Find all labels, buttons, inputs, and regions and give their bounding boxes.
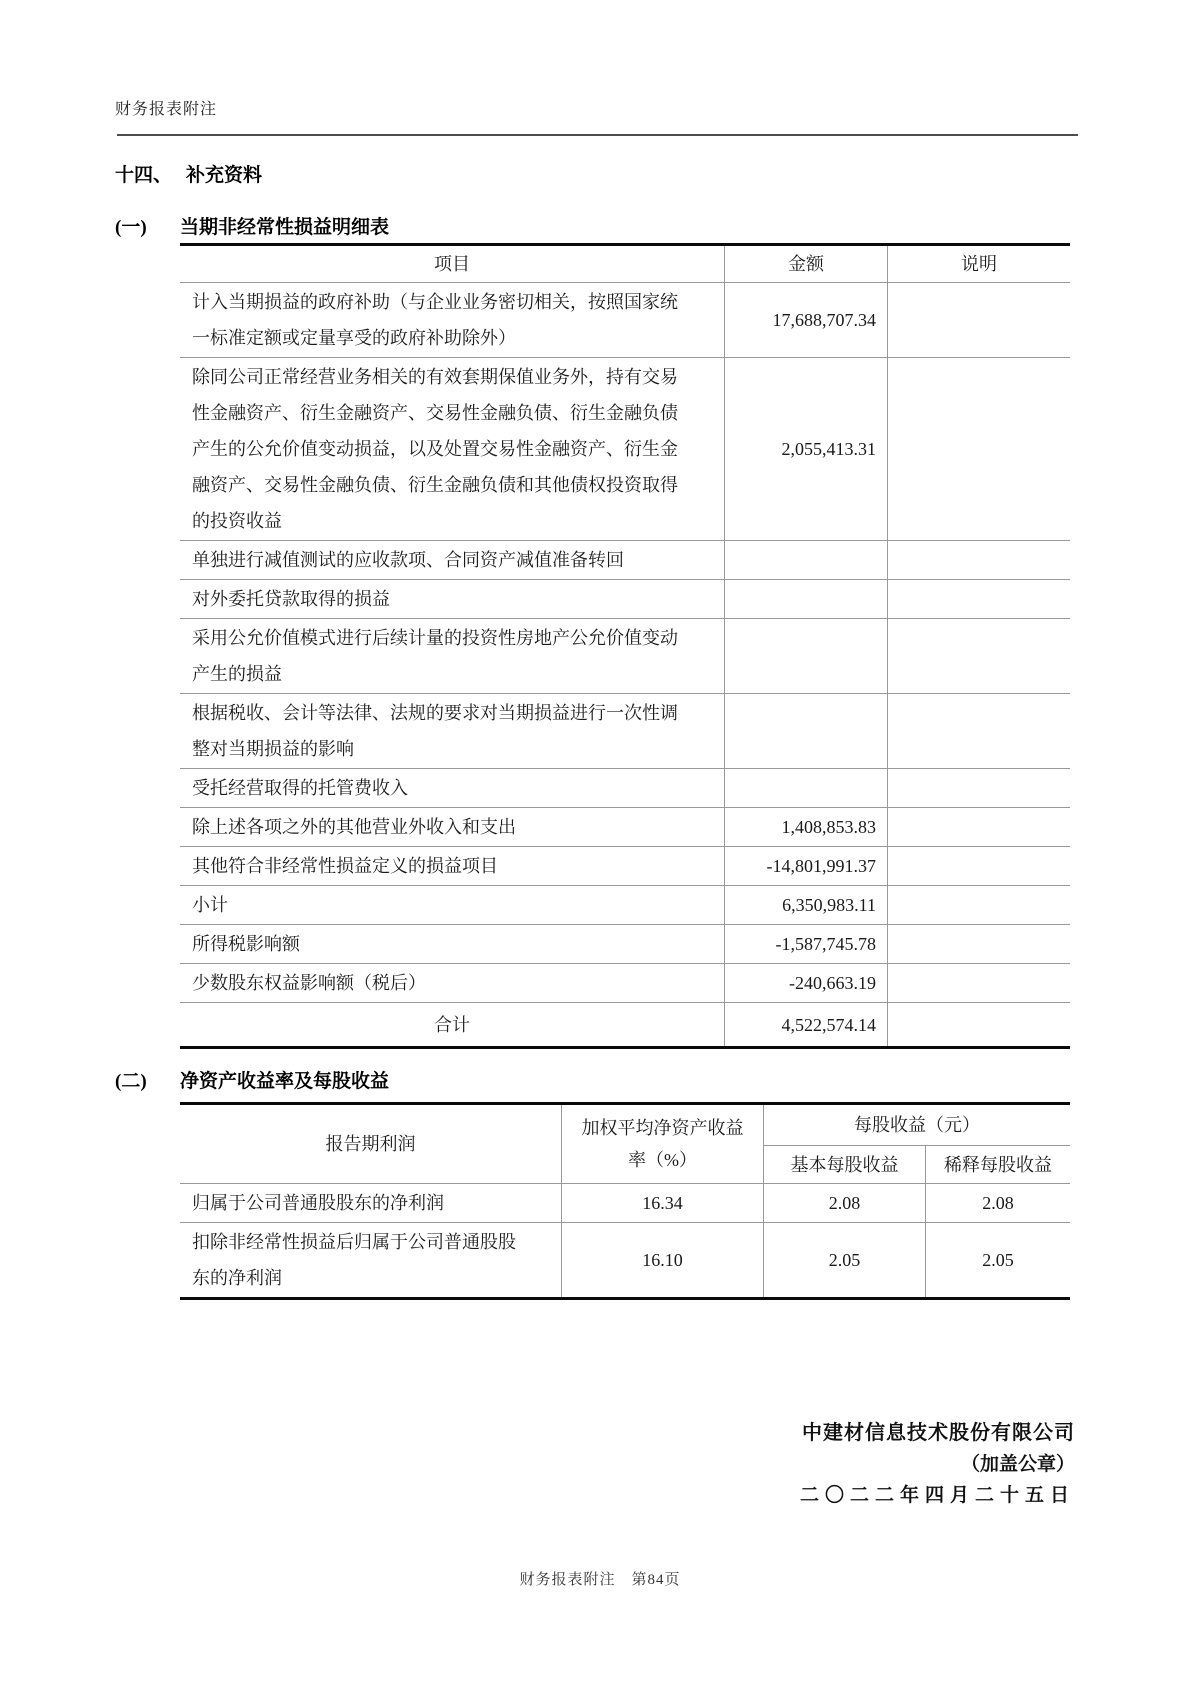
table-total-row xyxy=(180,1002,1070,1046)
item-cell: 合计 xyxy=(180,1002,724,1046)
amount-cell: 1,408,853.83 xyxy=(724,807,887,846)
note-cell xyxy=(887,618,1070,693)
table-row xyxy=(180,1222,1070,1297)
table-header-row xyxy=(180,246,1070,282)
table-header-row xyxy=(180,1105,1070,1145)
column-header-note: 说明 xyxy=(887,246,1070,282)
amount-cell: 6,350,983.11 xyxy=(724,885,887,924)
note-cell xyxy=(887,579,1070,618)
column-header-eps-group: 每股收益（元） xyxy=(763,1105,1070,1145)
non-recurring-gains-losses-table xyxy=(180,243,1070,1049)
subsection-1-number: (一) xyxy=(115,217,147,238)
item-cell: 所得税影响额 xyxy=(180,924,724,963)
item-cell: 少数股东权益影响额（税后） xyxy=(180,963,724,1002)
table-row xyxy=(180,885,1070,924)
note-cell xyxy=(887,768,1070,807)
column-header-item: 项目 xyxy=(434,254,470,274)
subsection-2-number: (二) xyxy=(115,1071,147,1092)
table-row xyxy=(180,693,1070,768)
item-cell: 除上述各项之外的其他营业外收入和支出 xyxy=(180,807,724,846)
item-cell: 根据税收、会计等法律、法规的要求对当期损益进行一次性调整对当期损益的影响 xyxy=(180,693,724,768)
item-cell: 对外委托贷款取得的损益 xyxy=(180,579,724,618)
table-row xyxy=(180,282,1070,357)
table-row xyxy=(180,768,1070,807)
column-header-roe-line1: 加权平均净资产收益 xyxy=(581,1118,744,1138)
amount-cell xyxy=(724,540,887,579)
item-cell: 计入当期损益的政府补助（与企业业务密切相关，按照国家统一标准定额或定量享受的政府补助除外） xyxy=(180,282,724,357)
eps-diluted-cell: 2.05 xyxy=(925,1222,1070,1297)
signature-seal-note: （加盖公章） xyxy=(960,1454,1075,1475)
table-row xyxy=(180,963,1070,1002)
eps-basic-cell: 2.08 xyxy=(763,1183,925,1222)
section-number: 十四、 xyxy=(115,165,173,186)
roe-cell: 16.10 xyxy=(561,1222,763,1297)
amount-cell xyxy=(724,618,887,693)
amount-cell: 4,522,574.14 xyxy=(724,1002,887,1046)
amount-cell: 2,055,413.31 xyxy=(724,357,887,540)
item-cell: 采用公允价值模式进行后续计量的投资性房地产公允价值变动产生的损益 xyxy=(180,618,724,693)
note-cell xyxy=(887,807,1070,846)
column-header-report-profit: 报告期利润 xyxy=(325,1134,416,1154)
table-row xyxy=(180,1183,1070,1222)
signature-company: 中建材信息技术股份有限公司 xyxy=(802,1422,1075,1444)
amount-cell xyxy=(724,693,887,768)
table-row xyxy=(180,924,1070,963)
signature-date: 二〇二二年四月二十五日 xyxy=(799,1485,1075,1506)
amount-cell: -1,587,745.78 xyxy=(724,924,887,963)
roe-cell: 16.34 xyxy=(561,1183,763,1222)
page-footer: 财务报表附注 第84页 xyxy=(519,1572,681,1588)
item-cell: 除同公司正常经营业务相关的有效套期保值业务外，持有交易性金融资产、衍生金融资产、交易性金融负债、衍生金融负债产生的公允价值变动损益，以及处置交易性金融资产、衍生金融资产、交易性金融负债、衍生金融负债和其他债权投资取得的投资收益 xyxy=(180,357,724,540)
eps-diluted-cell: 2.08 xyxy=(925,1183,1070,1222)
table-row xyxy=(180,357,1070,540)
note-cell xyxy=(887,846,1070,885)
header-rule xyxy=(117,134,1078,136)
table-row xyxy=(180,846,1070,885)
report-profit-cell: 归属于公司普通股股东的净利润 xyxy=(180,1183,561,1222)
amount-cell: -14,801,991.37 xyxy=(724,846,887,885)
item-cell: 其他符合非经常性损益定义的损益项目 xyxy=(180,846,724,885)
note-cell xyxy=(887,357,1070,540)
table-row xyxy=(180,618,1070,693)
amount-cell xyxy=(724,579,887,618)
note-cell xyxy=(887,963,1070,1002)
section-heading xyxy=(115,160,262,187)
column-header-roe xyxy=(561,1105,763,1183)
amount-cell xyxy=(724,768,887,807)
amount-cell: -240,663.19 xyxy=(724,963,887,1002)
column-header-amount: 金额 xyxy=(724,246,887,282)
amount-cell: 17,688,707.34 xyxy=(724,282,887,357)
running-header: 财务报表附注 xyxy=(115,101,218,118)
column-header-roe-line2: 率（%） xyxy=(628,1150,697,1170)
item-cell: 单独进行减值测试的应收款项、合同资产减值准备转回 xyxy=(180,540,724,579)
note-cell xyxy=(887,885,1070,924)
report-profit-cell: 扣除非经常性损益后归属于公司普通股股东的净利润 xyxy=(180,1222,561,1297)
note-cell xyxy=(887,540,1070,579)
item-cell: 受托经营取得的托管费收入 xyxy=(180,768,724,807)
table-row xyxy=(180,807,1070,846)
table-row xyxy=(180,579,1070,618)
roe-eps-table xyxy=(180,1102,1070,1300)
section-title: 补充资料 xyxy=(186,165,263,186)
eps-basic-cell: 2.05 xyxy=(763,1222,925,1297)
column-header-eps-basic: 基本每股收益 xyxy=(763,1145,925,1183)
signature-block xyxy=(800,1418,1075,1511)
column-header-eps-diluted: 稀释每股收益 xyxy=(925,1145,1070,1183)
note-cell xyxy=(887,693,1070,768)
note-cell xyxy=(887,282,1070,357)
table-row xyxy=(180,540,1070,579)
item-cell: 小计 xyxy=(180,885,724,924)
note-cell xyxy=(887,924,1070,963)
note-cell xyxy=(887,1002,1070,1046)
subsection-1-title: 当期非经常性损益明细表 xyxy=(180,217,390,238)
subsection-2-title: 净资产收益率及每股收益 xyxy=(180,1071,390,1092)
